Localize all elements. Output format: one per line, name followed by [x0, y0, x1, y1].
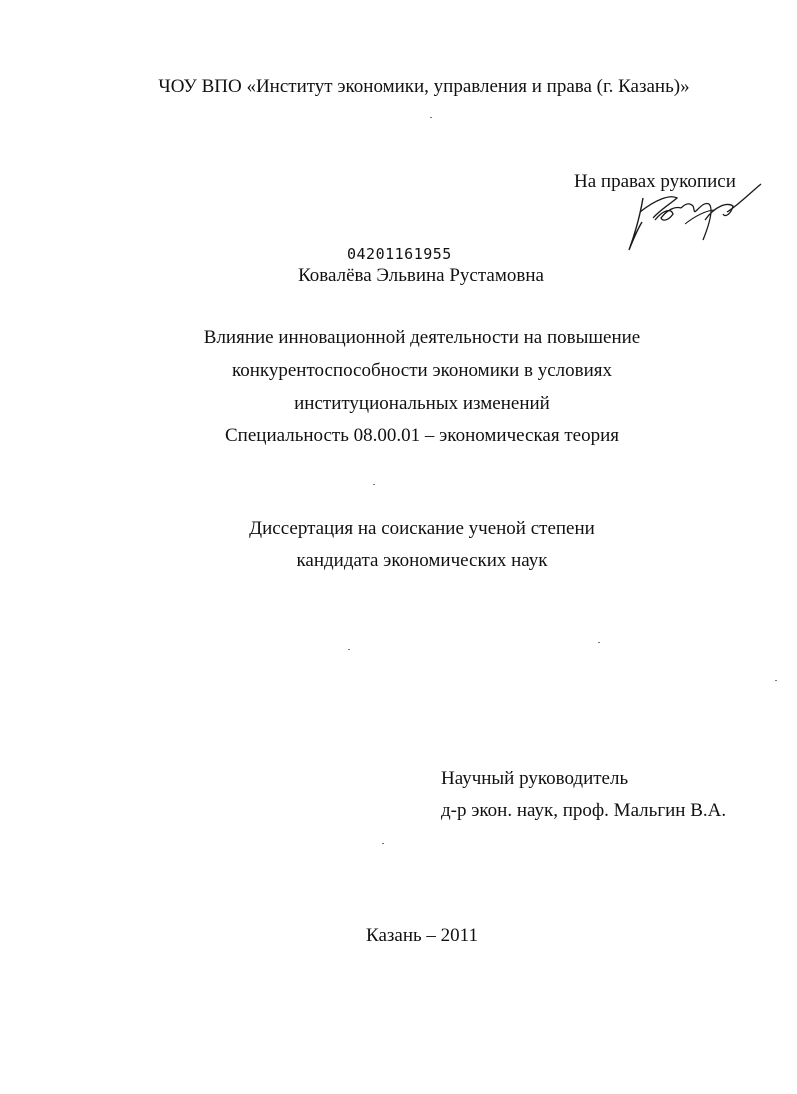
manuscript-rights-note: На правах рукописи [574, 171, 736, 192]
city-year: Казань – 2011 [366, 925, 478, 946]
title-line: конкурентоспособности экономики в условиях [231, 360, 613, 381]
institution-name: ЧОУ ВПО «Институт экономики, управления и права (г. Казань)» [158, 76, 690, 97]
registration-code: 04201161955 [347, 245, 452, 263]
title-line: Влияние инновационной деятельности на повышение [203, 327, 641, 348]
dissertation-degree-line: Диссертация на соискание ученой степени [249, 518, 595, 539]
scan-speck [382, 843, 384, 844]
supervisor-name: д-р экон. наук, проф. Мальгин В.А. [441, 800, 727, 821]
title-line: институциональных изменений [294, 393, 550, 414]
supervisor-label: Научный руководитель [441, 768, 629, 789]
handwritten-signature-icon [615, 180, 765, 260]
scan-speck [373, 484, 375, 485]
scan-speck [775, 680, 777, 681]
scan-speck [430, 117, 432, 118]
specialty: Специальность 08.00.01 – экономическая теория [225, 425, 619, 446]
dissertation-degree-line: кандидата экономических наук [296, 550, 548, 571]
scan-speck [598, 642, 600, 643]
author-name: Ковалёва Эльвина Рустамовна [298, 265, 544, 286]
scan-speck [348, 649, 350, 650]
